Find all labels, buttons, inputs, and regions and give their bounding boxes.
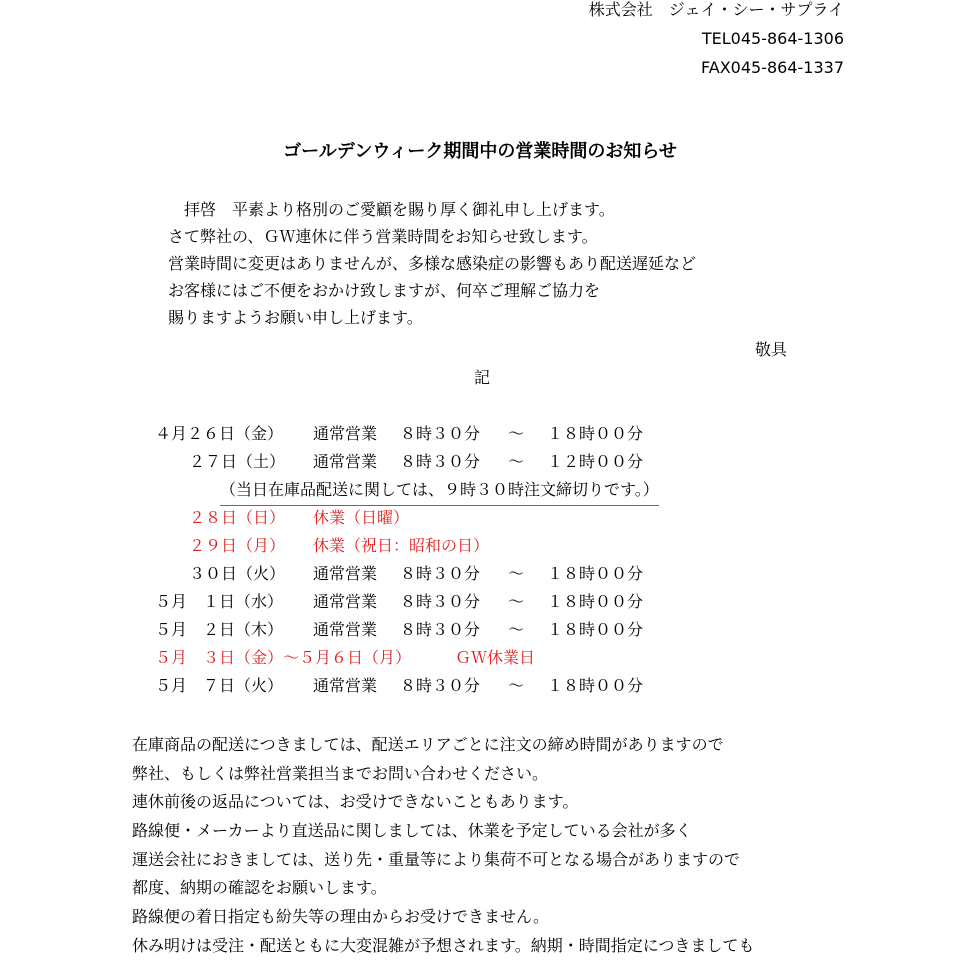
intro-paragraph	[168, 198, 696, 333]
company-header	[589, 0, 844, 87]
note-line: 運送会社におきましては、送り先・重量等により集荷不可となる場合がありますので	[132, 849, 741, 869]
closing-word: 敬具	[755, 340, 788, 359]
schedule-row-holiday	[0, 644, 960, 672]
schedule-status: 通常営業	[313, 452, 378, 471]
schedule-row	[0, 448, 960, 476]
intro-line: 賜りますようお願い申し上げます。	[168, 308, 423, 327]
schedule-date: ２８日（日）	[189, 508, 286, 527]
schedule-start: ８時３０分	[400, 564, 481, 583]
schedule-sep: ～	[508, 620, 525, 639]
schedule-row-holiday	[0, 504, 960, 532]
schedule-end: １８時００分	[547, 424, 644, 443]
schedule-status: 通常営業	[313, 564, 378, 583]
schedule-date: ５月 ３日（金）～５月６日（月）	[155, 648, 412, 667]
schedule-end: １８時００分	[547, 676, 644, 695]
company-fax: FAX045-864-1337	[701, 58, 844, 77]
intro-line: 営業時間に変更はありませんが、多様な感染症の影響もあり配送遅延など	[168, 254, 697, 273]
schedule-end: １８時００分	[547, 620, 644, 639]
schedule-status: 通常営業	[313, 620, 378, 639]
schedule-row-holiday	[0, 532, 960, 560]
schedule-date: ５月 ２日（木）	[155, 620, 284, 639]
company-name: 株式会社 ジェイ・シー・サプライ	[588, 0, 844, 19]
schedule-row	[0, 672, 960, 700]
schedule-sep: ～	[508, 564, 525, 583]
schedule-start: ８時３０分	[400, 620, 481, 639]
cutoff-note: （当日在庫品配送に関しては、９時３０時注文締切りです。）	[220, 476, 659, 506]
schedule-start: ８時３０分	[400, 592, 481, 611]
page-title: ゴールデンウィーク期間中の営業時間のお知らせ	[283, 141, 677, 162]
schedule-sep: ～	[508, 452, 525, 471]
schedule-list	[0, 420, 960, 700]
schedule-status: ＧＷ休業日	[455, 648, 536, 667]
schedule-date: ４月２６日（金）	[155, 424, 284, 443]
schedule-row	[0, 588, 960, 616]
intro-line: お客様にはご不便をおかけ致しますが、何卒ご理解ご協力を	[168, 281, 601, 300]
schedule-note-row	[0, 476, 960, 504]
schedule-start: ８時３０分	[400, 676, 481, 695]
schedule-status: 休業（祝日：昭和の日）	[313, 536, 490, 555]
note-line: 連休前後の返品については、お受けできないこともあります。	[132, 792, 579, 812]
schedule-date: ２９日（月）	[189, 536, 286, 555]
schedule-date: ２７日（土）	[189, 452, 286, 471]
intro-line: 拝啓 平素より格別のご愛顧を賜り厚く御礼申し上げます。	[168, 200, 615, 219]
note-line: 弊社、もしくは弊社営業担当までお問い合わせください。	[132, 763, 549, 783]
schedule-end: １２時００分	[547, 452, 644, 471]
schedule-row	[0, 420, 960, 448]
note-line: 在庫商品の配送につきましては、配送エリアごとに注文の締め時間がありますので	[132, 735, 724, 754]
schedule-end: １８時００分	[547, 592, 644, 611]
schedule-row	[0, 560, 960, 588]
note-line: 路線便の着日指定も紛失等の理由からお受けできません。	[132, 907, 549, 927]
intro-line: さて弊社の、ＧＷ連休に伴う営業時間をお知らせ致します。	[168, 227, 598, 246]
schedule-date: ３０日（火）	[189, 564, 286, 583]
schedule-status: 休業（日曜）	[313, 508, 410, 527]
note-line: 休み明けは受注・配送ともに大変混雑が予想されます。納期・時間指定につきましても	[132, 935, 755, 955]
schedule-status: 通常営業	[313, 424, 378, 443]
note-line: 路線便・メーカーより直送品に関しましては、休業を予定している会社が多く	[132, 821, 692, 841]
schedule-start: ８時３０分	[400, 452, 481, 471]
schedule-sep: ～	[508, 424, 525, 443]
schedule-sep: ～	[508, 592, 525, 611]
schedule-row	[0, 616, 960, 644]
note-line: 都度、納期の確認をお願いします。	[132, 878, 387, 898]
schedule-date: ５月 ７日（火）	[155, 676, 284, 695]
schedule-status: 通常営業	[313, 592, 378, 611]
notes-paragraph	[132, 733, 754, 963]
schedule-status: 通常営業	[313, 676, 378, 695]
schedule-end: １８時００分	[547, 564, 644, 583]
schedule-start: ８時３０分	[400, 424, 481, 443]
ki-heading: 記	[474, 368, 491, 387]
company-tel: TEL045-864-1306	[701, 29, 844, 48]
schedule-date: ５月 １日（水）	[155, 592, 284, 611]
schedule-sep: ～	[508, 676, 525, 695]
